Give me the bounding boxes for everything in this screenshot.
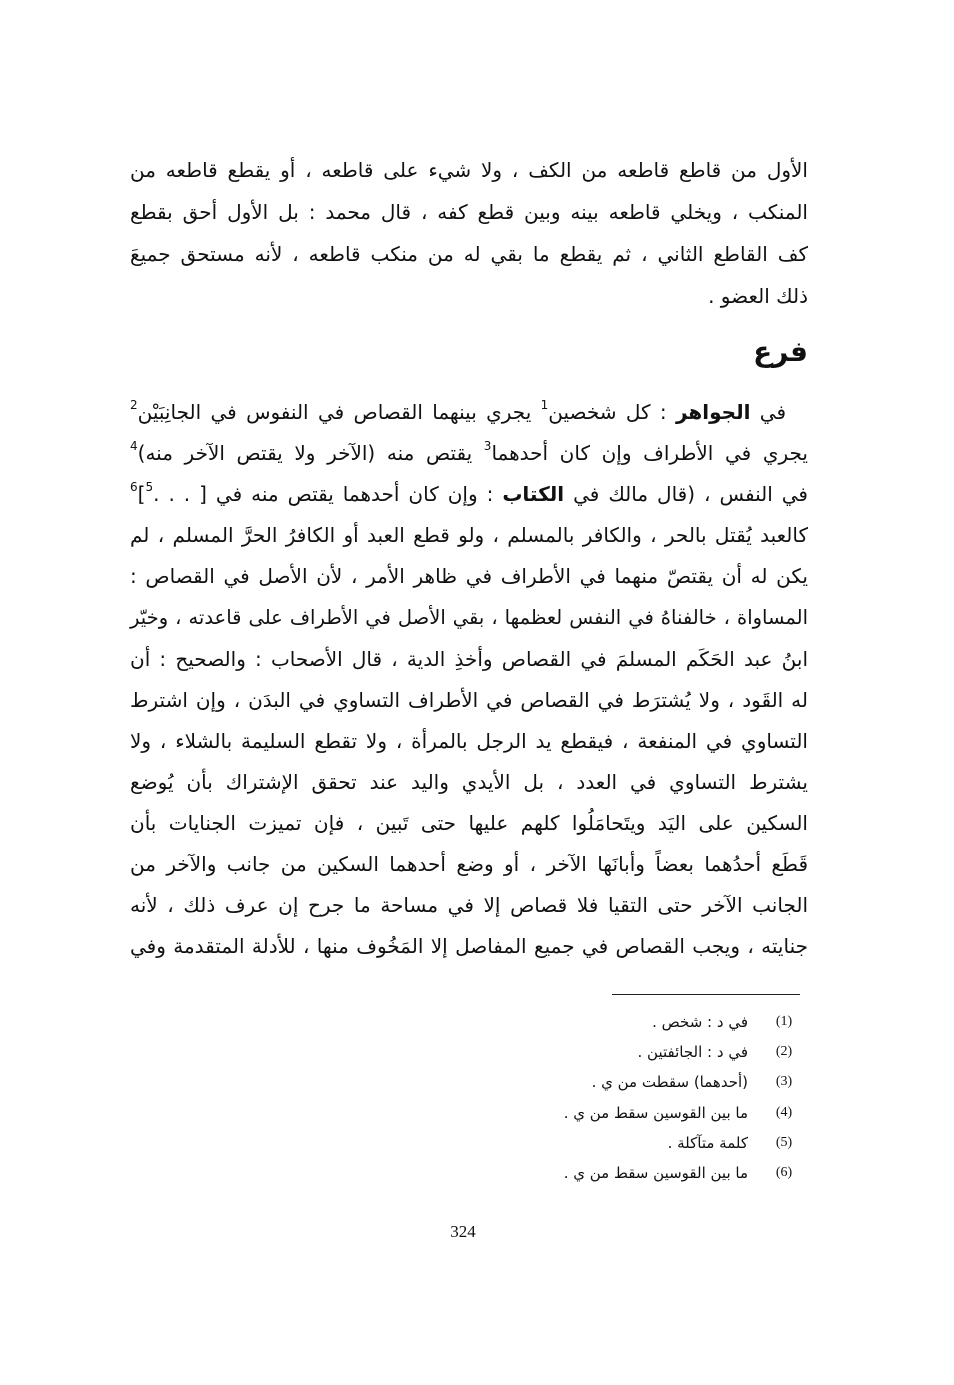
text-line: الأول من قاطع قاطعه من الكف ، ولا شيء على قاطعه ، أو يقطع قاطعه من (130, 158, 808, 182)
footnote (278, 1158, 798, 1188)
text-line: التساوي في المنفعة ، فيقطع يد الرجل بالمرأة ، ولا تقطع السليمة بالشلاء ، ولا (130, 728, 808, 753)
footnote-ref: 6 (130, 480, 138, 495)
paragraph (130, 149, 808, 317)
text-line: له القَود ، ولا يُشترَط في القصاص في الأطراف التساوي في البدَن ، وإن اشترط (130, 687, 808, 712)
footnote-ref: 3 (483, 439, 492, 454)
paragraph (130, 392, 808, 967)
footnote-number: (1) (775, 1014, 793, 1029)
text-line: المساواة ، خالفناهُ في النفس لعظمها ، بقي الأصل في الأطراف على قاعدته ، وخيّر (130, 606, 808, 630)
footnote-text: في د : شخص . (652, 1013, 748, 1031)
text-line: يشترط التساوي في العدد ، بل الأيدي واليد عند تحقق الإشتراك بأن يُوضع (130, 769, 808, 794)
footnote (278, 1067, 798, 1097)
text-line: ذلك العضو . (708, 284, 808, 308)
footnote-ref: 2 (130, 398, 138, 412)
text-line: قَطَع أحدُهما بعضاً وأبانَها الآخر ، أو وضع أحدهما السكين من جانب والآخر من (130, 852, 808, 877)
text-segment: يجري في الأطراف وإن كان أحدهما (491, 441, 808, 466)
text-line: كالعبد يُقتل بالحر ، والكافر بالمسلم ، ولو قطع العبد أو الكافرُ الحرَّ المسلم ، لم (130, 523, 808, 548)
footnote-ref: 1 (540, 398, 549, 412)
footnote (278, 1128, 798, 1158)
section-heading: فرع (753, 335, 808, 368)
text-line: المنكب ، ويخلي قاطعه بينه وبين قطع كفه ، قال محمد : بل الأول أحق بقطع (130, 200, 808, 224)
footnotes (278, 1007, 798, 1188)
text-segment: : وإن كان أحدهما يقتص منه في [ . . . (153, 482, 503, 507)
text-segment: يجري بينهما القصاص في النفوس في الجانِبَيْن (137, 400, 541, 424)
footnote-ref: 4 (130, 439, 138, 454)
text-line: جنايته ، ويجب القصاص في جميع المفاصل إلا المَخُوف منها ، للأدلة المتقدمة وفي (130, 934, 808, 959)
footnote-text: (أحدهما) سقطت من ي . (591, 1073, 748, 1092)
footnote-number: (6) (775, 1164, 793, 1180)
text-line: يكن له أن يقتصّ منهما في الأطراف في ظاهر الأمر ، لأن الأصل في القصاص : (130, 564, 808, 589)
footnote-text: في د : الجائفتين . (637, 1043, 748, 1062)
footnote (278, 1007, 798, 1037)
footnote-text: ما بين القوسين سقط من ي . (563, 1103, 748, 1122)
page-number: 324 (450, 1222, 476, 1241)
text-line: الجانب الآخر حتى التقيا فلا قصاص إلا في مساحة ما جرح إن عرف ذلك ، لأنه (130, 893, 808, 918)
text-segment: : كل شخصين (548, 400, 676, 424)
text-line: كف القاطع الثاني ، ثم يقطع ما بقي له من منكب قاطعه ، لأنه مستحق جميعَ (130, 242, 808, 266)
text-segment: يقتص منه (الآخر ولا يقتص الآخر منه) (137, 441, 484, 466)
text-line: ابنُ عبد الحَكَم المسلمَ في القصاص وأخذِ الدية ، قال الأصحاب : والصحيح : أن (130, 646, 808, 671)
text-line (130, 433, 808, 474)
footnote (278, 1037, 798, 1067)
footnote-text: كلمة متآكلة . (667, 1133, 748, 1152)
text-line: السكين على اليَد ويتَحامَلُوا كلهم عليها حتى تَبين ، فإن تميزت الجنايات بأن (130, 810, 808, 835)
text-line (130, 392, 808, 433)
footnote-number: (3) (775, 1074, 793, 1090)
footnote-text: ما بين القوسين سقط من ي . (563, 1163, 748, 1182)
footnote-number: (4) (775, 1104, 793, 1120)
text-segment: في النفس ، (قال مالك في (564, 482, 808, 507)
footnote-ref: 5 (145, 480, 154, 495)
footnote (278, 1098, 798, 1128)
footnote-number: (2) (775, 1044, 793, 1060)
text-segment: في (750, 400, 787, 424)
text-segment: ] (137, 482, 146, 507)
footnote-separator (612, 994, 800, 995)
source-title: الجواهر (675, 400, 751, 424)
source-title: الكتاب (502, 482, 565, 507)
text-line (130, 474, 808, 515)
footnote-number: (5) (775, 1134, 793, 1150)
